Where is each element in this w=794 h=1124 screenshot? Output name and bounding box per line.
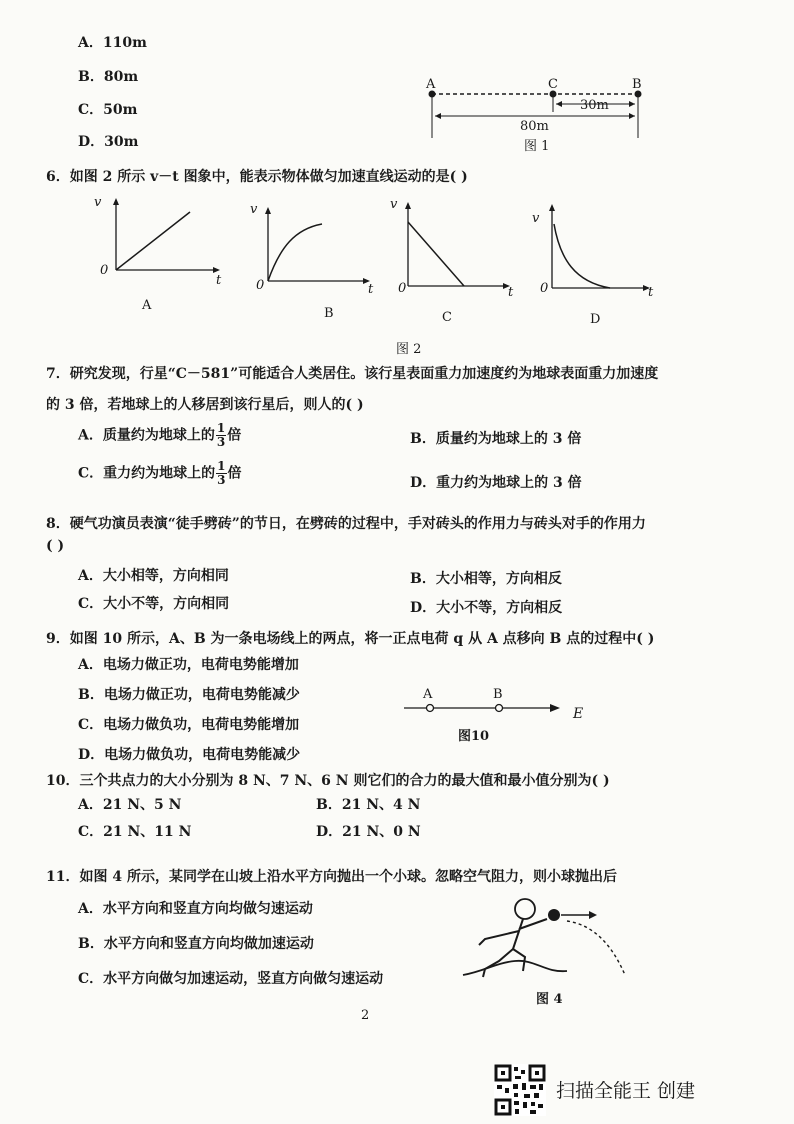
graph-d-origin: 0 (540, 281, 549, 296)
q10-option-a: A．21 N、5 N (78, 797, 182, 813)
fraction-denominator: 3 (216, 435, 226, 449)
q10-option-b: B．21 N、4 N (316, 797, 421, 813)
graph-a (90, 190, 230, 290)
graph-c (390, 192, 530, 302)
ball-shape (548, 909, 560, 921)
graph-c-axis-v: v (390, 197, 398, 212)
q7-stem-line1: 7．研究发现，行星“C－581”可能适合人类居住。该行星表面重力加速度约为地球表面重力加速度 (46, 366, 659, 382)
q8-option-a: A．大小相等，方向相同 (78, 568, 229, 584)
figure-4-caption: 图 4 (536, 992, 563, 1007)
q7-option-a-pre: A．质量约为地球上的 (78, 427, 215, 444)
graph-b-label: B (324, 306, 334, 321)
q10-option-c: C．21 N、11 N (78, 824, 192, 840)
graph-c-axis-t: t (508, 285, 514, 300)
q7-option-a-post: 倍 (227, 427, 242, 444)
graph-b-curve (268, 224, 322, 281)
q7-stem-line2: 的 3 倍，若地球上的人移居到该行星后，则人的( ) (46, 397, 364, 413)
graph-a-curve (116, 212, 190, 270)
fig1-caption: 图 1 (524, 139, 550, 154)
fig10-caption: 图10 (458, 729, 490, 744)
q7-option-c (78, 460, 242, 487)
page-number: 2 (361, 1008, 370, 1023)
graph-d-axis-v: v (532, 211, 540, 226)
graph-b-axis-t: t (368, 282, 374, 297)
q9-option-d: D．电场力做负功，电荷电势能减少 (78, 747, 301, 763)
q7-option-a-fraction (216, 422, 226, 449)
figure-10-diagram (400, 682, 600, 752)
q8-option-c: C．大小不等，方向相同 (78, 596, 230, 612)
graph-d-axis-t: t (648, 285, 654, 300)
fraction-numerator: 1 (216, 421, 226, 435)
q7-option-d: D．重力约为地球上的 3 倍 (410, 475, 582, 491)
q5-option-b: B．80m (78, 69, 139, 85)
graph-c-curve (408, 222, 464, 286)
fraction-numerator: 1 (217, 459, 226, 473)
figure-4-thrower (455, 895, 645, 985)
q8-option-d: D．大小不等，方向相反 (410, 600, 563, 616)
q9-stem: 9．如图 10 所示，A、B 为一条电场线上的两点，将一正点电荷 q 从 A 点移向 B 点的过程中( ) (46, 631, 655, 647)
fig10-label-e: E (573, 706, 584, 722)
trajectory (567, 921, 625, 975)
graph-a-axis-v: v (94, 195, 102, 210)
graph-b-origin: 0 (256, 278, 265, 293)
q8-option-b: B．大小相等，方向相反 (410, 571, 562, 587)
hill-slope (463, 961, 567, 975)
fig10-label-b: B (493, 687, 503, 702)
scanner-watermark: 扫描全能王 创建 (556, 1080, 696, 1102)
head-shape (515, 899, 535, 919)
q11-option-b: B．水平方向和竖直方向均做加速运动 (78, 936, 314, 952)
q8-stem-line1: 8．硬气功演员表演“徒手劈砖”的节日，在劈砖的过程中，手对砖头的作用力与砖头对手的作用力 (46, 516, 646, 532)
q7-option-b: B．质量约为地球上的 3 倍 (410, 431, 582, 447)
fig10-label-a: A (423, 687, 433, 702)
q9-option-c: C．电场力做负功，电荷电势能增加 (78, 717, 300, 733)
graph-b-axis-v: v (250, 202, 258, 217)
point-a-dot (427, 705, 434, 712)
q11-option-c: C．水平方向做匀加速运动，竖直方向做匀速运动 (78, 971, 384, 987)
fig1-label-b: B (632, 77, 642, 92)
graph-d-curve (554, 224, 610, 288)
graph-d-label: D (590, 312, 601, 327)
graph-a-label: A (142, 298, 152, 313)
point-b-dot (496, 705, 503, 712)
fig1-label-a: A (426, 77, 436, 92)
graph-b (250, 197, 390, 297)
fig1-ab-distance: 80m (520, 119, 549, 134)
q5-option-a: A．110m (78, 35, 147, 51)
graph-a-origin: 0 (100, 263, 109, 278)
graph-c-label: C (442, 310, 452, 325)
fraction-denominator: 3 (217, 473, 226, 487)
graph-d (530, 194, 670, 304)
q7-option-c-post: 倍 (227, 465, 242, 482)
fig1-cb-distance: 30m (580, 98, 609, 113)
q7-option-a (78, 422, 241, 449)
q11-stem: 11．如图 4 所示，某同学在山坡上沿水平方向抛出一个小球。忽略空气阻力，则小球抛出后 (46, 869, 617, 885)
figure-2-caption: 图 2 (396, 342, 422, 357)
q5-option-c: C．50m (78, 102, 138, 118)
q7-option-c-pre: C．重力约为地球上的 (78, 465, 216, 482)
figure-1-diagram (420, 76, 660, 156)
q10-option-d: D．21 N、0 N (316, 824, 421, 840)
graph-a-axis-t: t (216, 273, 222, 288)
q9-option-a: A．电场力做正功，电荷电势能增加 (78, 657, 299, 673)
graph-c-origin: 0 (398, 281, 407, 296)
q7-option-c-fraction (216, 460, 226, 487)
q10-stem: 10．三个共点力的大小分别为 8 N、7 N、6 N 则它们的合力的最大值和最小值分别为( ) (46, 773, 610, 789)
q9-option-b: B．电场力做正功，电荷电势能减少 (78, 687, 300, 703)
qr-code-icon (494, 1064, 546, 1116)
q11-option-a: A．水平方向和竖直方向均做匀速运动 (78, 901, 313, 917)
q5-option-d: D．30m (78, 134, 139, 150)
q8-stem-line2: ( ) (46, 538, 65, 554)
fig1-label-c: C (548, 77, 558, 92)
q6-stem: 6．如图 2 所示 v－t 图象中，能表示物体做匀加速直线运动的是( ) (46, 169, 468, 185)
